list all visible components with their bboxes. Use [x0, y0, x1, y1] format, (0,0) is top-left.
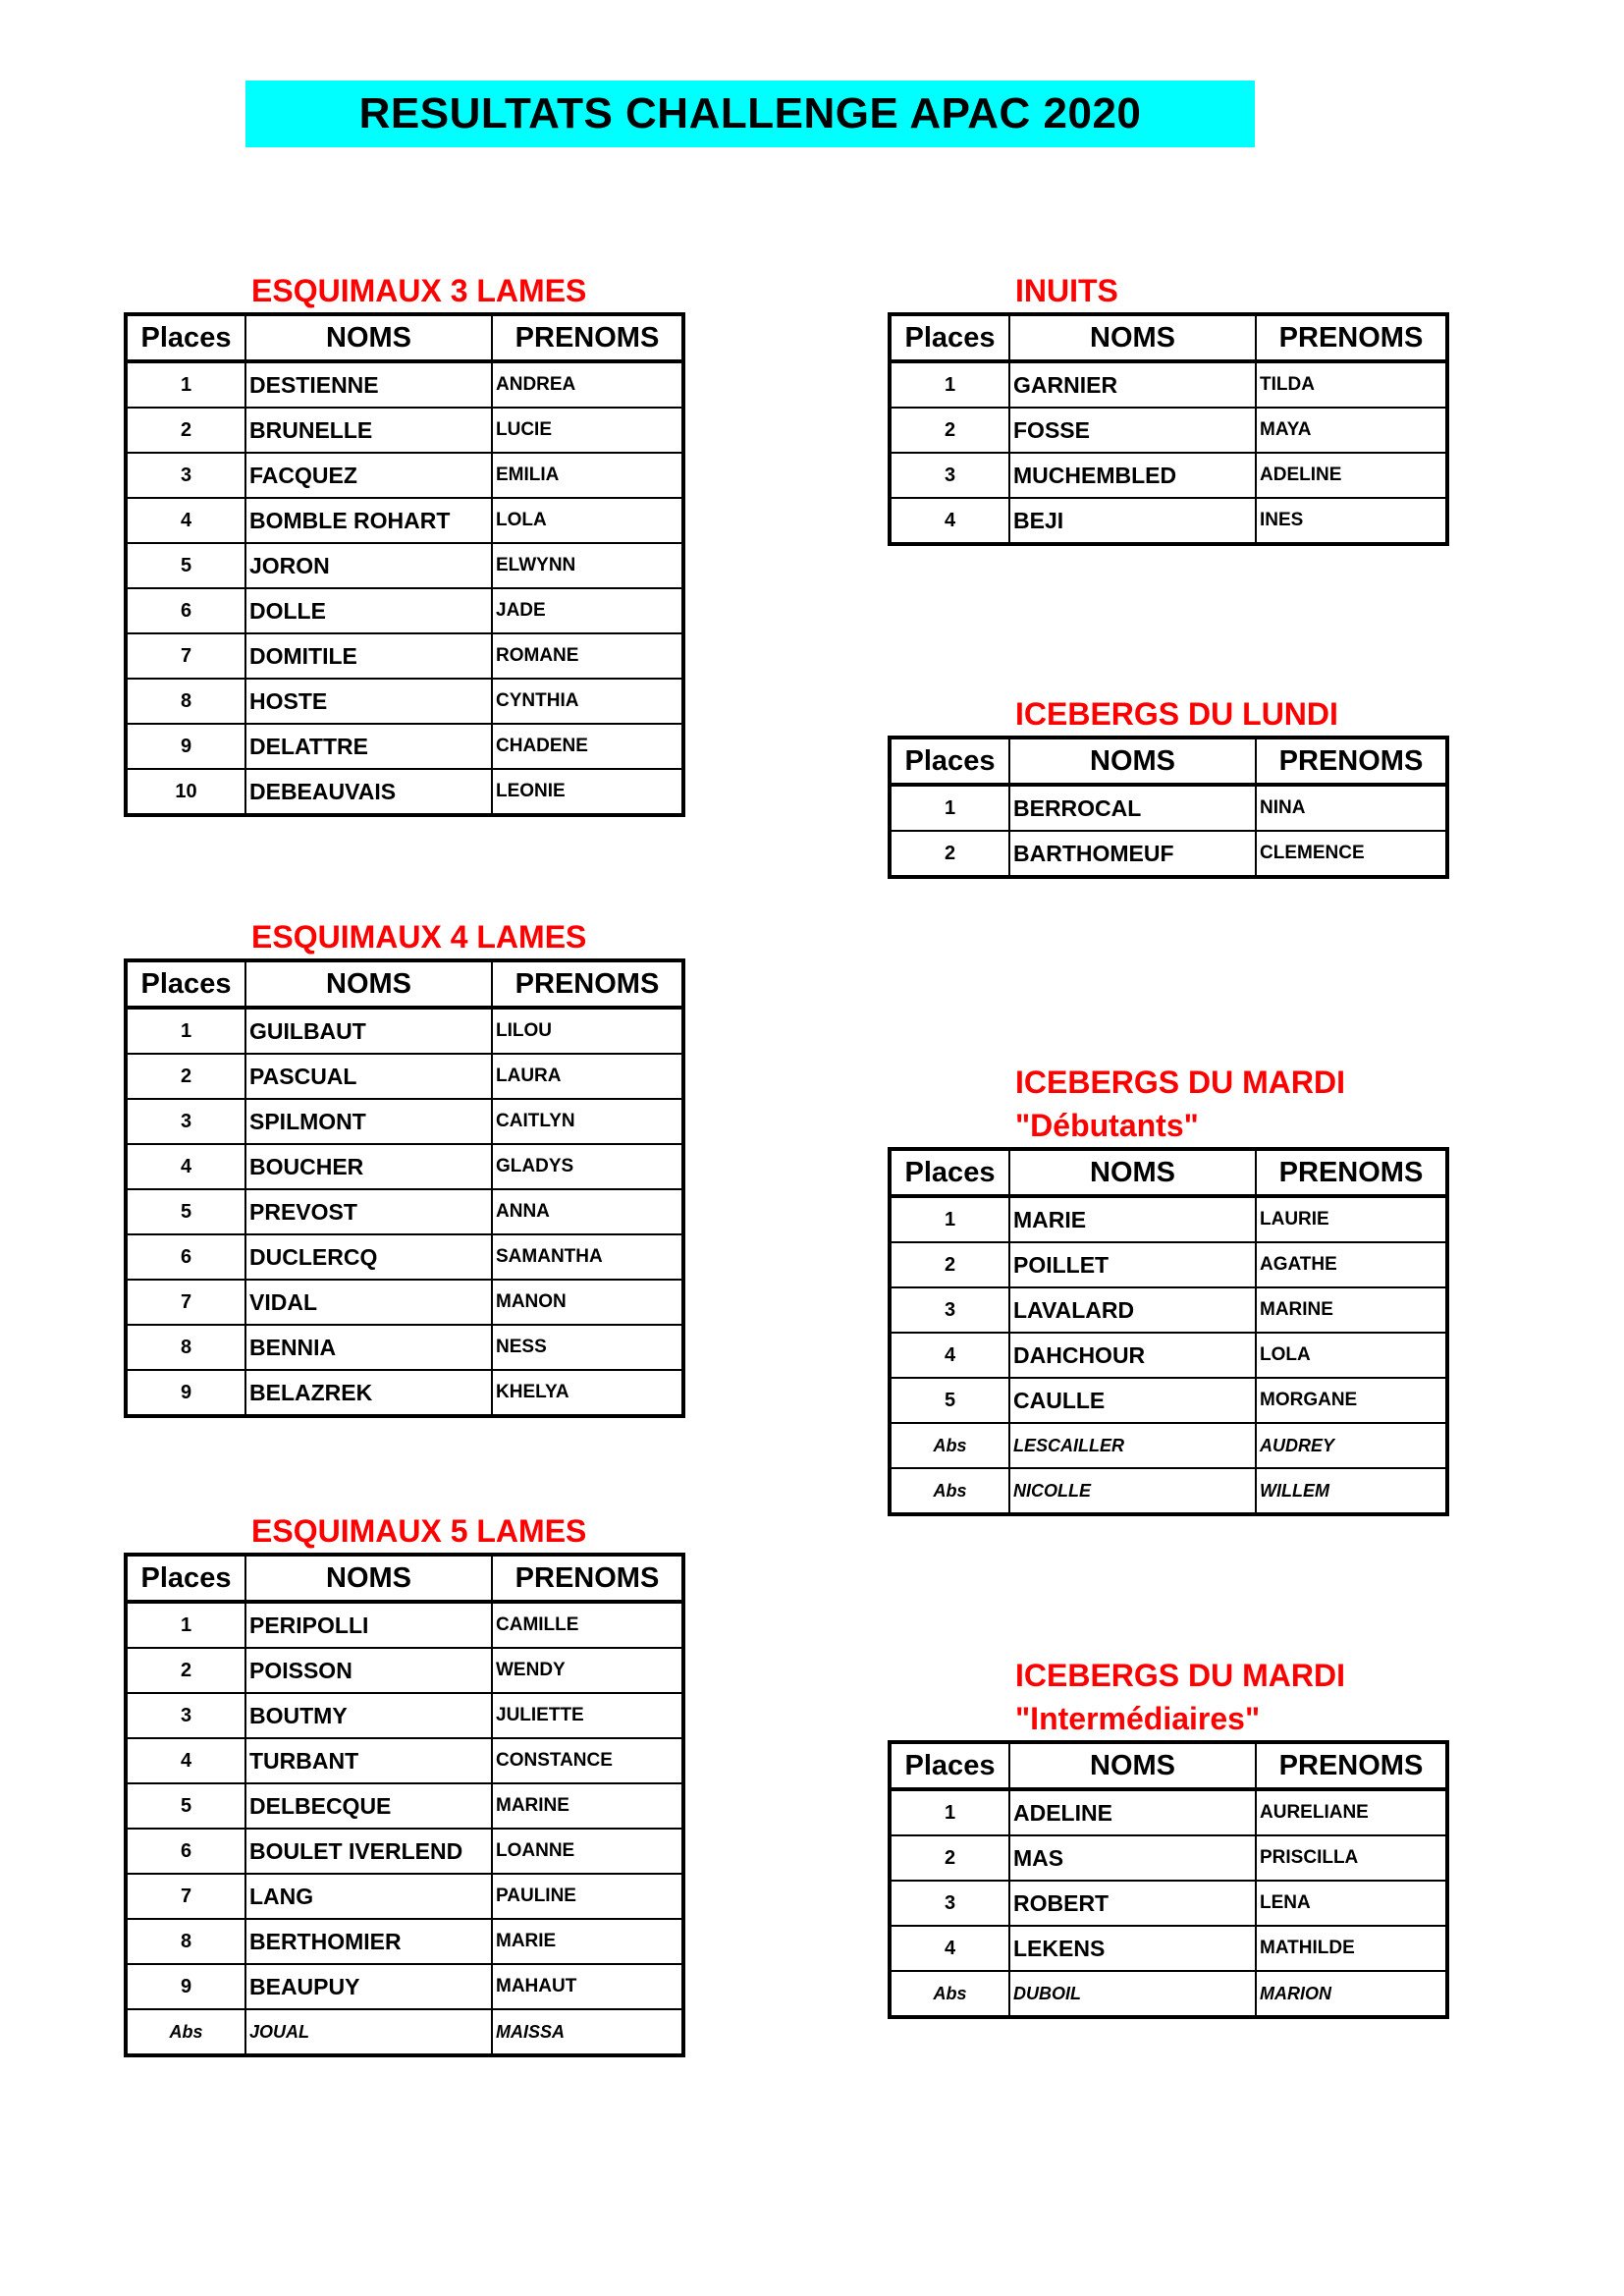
- table-row: [126, 1602, 683, 1648]
- cell-place: 2: [126, 1648, 245, 1693]
- table-row: [126, 1874, 683, 1919]
- cell-place: 1: [890, 361, 1009, 408]
- table-row: [126, 1099, 683, 1144]
- cell-place: 7: [126, 633, 245, 679]
- table-row: [890, 1926, 1447, 1971]
- table-row: [126, 1054, 683, 1099]
- header-places: Places: [126, 314, 245, 361]
- table-row: [126, 453, 683, 498]
- cell-place: 9: [126, 724, 245, 769]
- section-ice_mardi_deb: [888, 1061, 1449, 1516]
- cell-place: 1: [126, 1602, 245, 1648]
- cell-prenom: ADELINE: [1256, 453, 1447, 498]
- header-noms: NOMS: [1009, 314, 1256, 361]
- table-row: [890, 1835, 1447, 1881]
- section-title: ICEBERGS DU LUNDI: [1015, 696, 1338, 732]
- cell-place: 1: [890, 785, 1009, 831]
- results-table: [124, 1553, 685, 2057]
- table-row: [126, 1648, 683, 1693]
- cell-place: 1: [890, 1196, 1009, 1242]
- cell-place: 3: [890, 453, 1009, 498]
- table-row: [126, 1829, 683, 1874]
- cell-nom: JOUAL: [245, 2009, 492, 2055]
- cell-prenom: CONSTANCE: [492, 1738, 683, 1783]
- table-row: [126, 1370, 683, 1416]
- table-row: [126, 1234, 683, 1280]
- section-subtitle: "Débutants": [1015, 1108, 1199, 1143]
- cell-prenom: ELWYNN: [492, 543, 683, 588]
- cell-prenom: JULIETTE: [492, 1693, 683, 1738]
- cell-nom: BERTHOMIER: [245, 1919, 492, 1964]
- cell-place: 3: [890, 1287, 1009, 1333]
- cell-prenom: WILLEM: [1256, 1468, 1447, 1514]
- cell-place: 4: [126, 498, 245, 543]
- table-row: [126, 2009, 683, 2055]
- cell-nom: GUILBAUT: [245, 1008, 492, 1054]
- cell-nom: BOUCHER: [245, 1144, 492, 1189]
- cell-nom: HOSTE: [245, 679, 492, 724]
- table-row: [126, 679, 683, 724]
- header-noms: NOMS: [1009, 738, 1256, 785]
- cell-place: 3: [126, 1693, 245, 1738]
- title-banner: [245, 81, 1255, 147]
- results-table: [124, 312, 685, 817]
- table-row: [126, 1919, 683, 1964]
- section-title: ESQUIMAUX 3 LAMES: [251, 273, 587, 308]
- cell-prenom: LUCIE: [492, 408, 683, 453]
- cell-nom: DEBEAUVAIS: [245, 769, 492, 815]
- table-row: [890, 498, 1447, 544]
- cell-place: Abs: [890, 1971, 1009, 2017]
- header-noms: NOMS: [245, 960, 492, 1008]
- cell-nom: TURBANT: [245, 1738, 492, 1783]
- table-row: [890, 785, 1447, 831]
- header-prenoms: PRENOMS: [492, 314, 683, 361]
- header-prenoms: PRENOMS: [492, 1555, 683, 1602]
- cell-nom: BARTHOMEUF: [1009, 831, 1256, 877]
- cell-prenom: MORGANE: [1256, 1378, 1447, 1423]
- cell-prenom: AUDREY: [1256, 1423, 1447, 1468]
- table-row: [890, 361, 1447, 408]
- table-row: [890, 1881, 1447, 1926]
- cell-place: 2: [126, 408, 245, 453]
- cell-place: 1: [126, 361, 245, 408]
- cell-prenom: LOANNE: [492, 1829, 683, 1874]
- cell-prenom: EMILIA: [492, 453, 683, 498]
- cell-nom: PERIPOLLI: [245, 1602, 492, 1648]
- header-prenoms: PRENOMS: [1256, 314, 1447, 361]
- section-title: INUITS: [1015, 273, 1118, 308]
- cell-place: Abs: [126, 2009, 245, 2055]
- cell-place: 1: [126, 1008, 245, 1054]
- header-noms: NOMS: [245, 1555, 492, 1602]
- cell-prenom: PAULINE: [492, 1874, 683, 1919]
- table-row: [126, 543, 683, 588]
- cell-nom: ADELINE: [1009, 1789, 1256, 1835]
- results-table: [888, 312, 1449, 546]
- cell-place: 8: [126, 1919, 245, 1964]
- cell-nom: BEJI: [1009, 498, 1256, 544]
- cell-place: 10: [126, 769, 245, 815]
- table-row: [126, 1144, 683, 1189]
- cell-nom: LESCAILLER: [1009, 1423, 1256, 1468]
- cell-nom: FACQUEZ: [245, 453, 492, 498]
- cell-prenom: GLADYS: [492, 1144, 683, 1189]
- cell-nom: FOSSE: [1009, 408, 1256, 453]
- cell-nom: PASCUAL: [245, 1054, 492, 1099]
- cell-nom: MAS: [1009, 1835, 1256, 1881]
- table-row: [890, 1378, 1447, 1423]
- cell-place: 9: [126, 1964, 245, 2009]
- table-row: [126, 498, 683, 543]
- table-row: [890, 1789, 1447, 1835]
- results-table: [888, 1740, 1449, 2019]
- cell-nom: DELATTRE: [245, 724, 492, 769]
- cell-prenom: PRISCILLA: [1256, 1835, 1447, 1881]
- table-row: [890, 1333, 1447, 1378]
- cell-prenom: MARION: [1256, 1971, 1447, 2017]
- section-esq5: [124, 1509, 685, 2057]
- cell-nom: BERROCAL: [1009, 785, 1256, 831]
- table-row: [890, 1287, 1447, 1333]
- table-row: [126, 1738, 683, 1783]
- cell-nom: BOMBLE ROHART: [245, 498, 492, 543]
- section-ice_lundi: [888, 692, 1449, 879]
- table-row: [126, 588, 683, 633]
- cell-place: 3: [126, 453, 245, 498]
- cell-prenom: MAYA: [1256, 408, 1447, 453]
- cell-nom: DELBECQUE: [245, 1783, 492, 1829]
- section-title: ESQUIMAUX 4 LAMES: [251, 919, 587, 955]
- cell-place: Abs: [890, 1423, 1009, 1468]
- section-ice_mardi_int: [888, 1654, 1449, 2019]
- table-row: [890, 453, 1447, 498]
- cell-nom: CAULLE: [1009, 1378, 1256, 1423]
- section-esq3: [124, 269, 685, 817]
- section-title: ICEBERGS DU MARDI: [1015, 1065, 1346, 1100]
- cell-prenom: MAHAUT: [492, 1964, 683, 2009]
- cell-place: 4: [890, 1926, 1009, 1971]
- cell-place: 4: [890, 1333, 1009, 1378]
- header-prenoms: PRENOMS: [1256, 1742, 1447, 1789]
- cell-prenom: SAMANTHA: [492, 1234, 683, 1280]
- results-table: [124, 958, 685, 1418]
- section-title: ESQUIMAUX 5 LAMES: [251, 1513, 587, 1549]
- cell-nom: POISSON: [245, 1648, 492, 1693]
- cell-nom: ROBERT: [1009, 1881, 1256, 1926]
- cell-place: 8: [126, 679, 245, 724]
- cell-prenom: LAURA: [492, 1054, 683, 1099]
- cell-nom: DOLLE: [245, 588, 492, 633]
- table-row: [126, 724, 683, 769]
- header-places: Places: [890, 738, 1009, 785]
- cell-prenom: AURELIANE: [1256, 1789, 1447, 1835]
- cell-place: 5: [890, 1378, 1009, 1423]
- table-row: [126, 361, 683, 408]
- cell-prenom: LILOU: [492, 1008, 683, 1054]
- cell-nom: DESTIENNE: [245, 361, 492, 408]
- cell-prenom: ANNA: [492, 1189, 683, 1234]
- cell-prenom: AGATHE: [1256, 1242, 1447, 1287]
- cell-prenom: LAURIE: [1256, 1196, 1447, 1242]
- cell-nom: BEAUPUY: [245, 1964, 492, 2009]
- cell-nom: VIDAL: [245, 1280, 492, 1325]
- table-row: [890, 1242, 1447, 1287]
- cell-nom: NICOLLE: [1009, 1468, 1256, 1514]
- table-row: [890, 408, 1447, 453]
- header-places: Places: [890, 314, 1009, 361]
- cell-place: 5: [126, 543, 245, 588]
- cell-nom: GARNIER: [1009, 361, 1256, 408]
- section-inuits: [888, 269, 1449, 546]
- header-prenoms: PRENOMS: [492, 960, 683, 1008]
- cell-nom: MUCHEMBLED: [1009, 453, 1256, 498]
- cell-place: Abs: [890, 1468, 1009, 1514]
- cell-prenom: LEONIE: [492, 769, 683, 815]
- cell-place: 4: [890, 498, 1009, 544]
- section-subtitle: "Intermédiaires": [1015, 1701, 1261, 1736]
- table-row: [126, 769, 683, 815]
- header-places: Places: [126, 1555, 245, 1602]
- cell-prenom: CHADENE: [492, 724, 683, 769]
- cell-prenom: TILDA: [1256, 361, 1447, 408]
- table-row: [126, 408, 683, 453]
- cell-prenom: INES: [1256, 498, 1447, 544]
- cell-prenom: NINA: [1256, 785, 1447, 831]
- cell-prenom: LOLA: [492, 498, 683, 543]
- header-prenoms: PRENOMS: [1256, 1149, 1447, 1196]
- cell-place: 3: [890, 1881, 1009, 1926]
- cell-place: 3: [126, 1099, 245, 1144]
- cell-nom: DAHCHOUR: [1009, 1333, 1256, 1378]
- table-row: [126, 1964, 683, 2009]
- cell-nom: BRUNELLE: [245, 408, 492, 453]
- cell-place: 6: [126, 588, 245, 633]
- results-table: [888, 1147, 1449, 1516]
- table-row: [126, 1008, 683, 1054]
- results-table: [888, 736, 1449, 879]
- header-noms: NOMS: [1009, 1742, 1256, 1789]
- cell-place: 2: [890, 408, 1009, 453]
- cell-prenom: ANDREA: [492, 361, 683, 408]
- table-row: [890, 1971, 1447, 2017]
- table-row: [126, 633, 683, 679]
- cell-nom: MARIE: [1009, 1196, 1256, 1242]
- cell-nom: DUBOIL: [1009, 1971, 1256, 2017]
- cell-place: 5: [126, 1783, 245, 1829]
- cell-nom: BOUTMY: [245, 1693, 492, 1738]
- cell-nom: SPILMONT: [245, 1099, 492, 1144]
- cell-nom: LEKENS: [1009, 1926, 1256, 1971]
- table-row: [890, 831, 1447, 877]
- header-noms: NOMS: [245, 314, 492, 361]
- table-row: [126, 1325, 683, 1370]
- cell-place: 2: [890, 831, 1009, 877]
- table-row: [126, 1783, 683, 1829]
- cell-place: 6: [126, 1234, 245, 1280]
- header-noms: NOMS: [1009, 1149, 1256, 1196]
- cell-prenom: CYNTHIA: [492, 679, 683, 724]
- cell-prenom: CLEMENCE: [1256, 831, 1447, 877]
- cell-nom: LAVALARD: [1009, 1287, 1256, 1333]
- cell-nom: LANG: [245, 1874, 492, 1919]
- cell-place: 9: [126, 1370, 245, 1416]
- cell-prenom: MANON: [492, 1280, 683, 1325]
- section-esq4: [124, 915, 685, 1418]
- header-prenoms: PRENOMS: [1256, 738, 1447, 785]
- header-places: Places: [890, 1742, 1009, 1789]
- cell-prenom: LENA: [1256, 1881, 1447, 1926]
- cell-place: 8: [126, 1325, 245, 1370]
- cell-place: 4: [126, 1738, 245, 1783]
- cell-place: 2: [126, 1054, 245, 1099]
- cell-nom: BENNIA: [245, 1325, 492, 1370]
- cell-prenom: LOLA: [1256, 1333, 1447, 1378]
- cell-place: 2: [890, 1242, 1009, 1287]
- cell-place: 4: [126, 1144, 245, 1189]
- header-places: Places: [126, 960, 245, 1008]
- cell-nom: BOULET IVERLEND: [245, 1829, 492, 1874]
- cell-nom: PREVOST: [245, 1189, 492, 1234]
- cell-place: 1: [890, 1789, 1009, 1835]
- header-places: Places: [890, 1149, 1009, 1196]
- cell-prenom: MARINE: [492, 1783, 683, 1829]
- cell-place: 6: [126, 1829, 245, 1874]
- cell-prenom: JADE: [492, 588, 683, 633]
- page-title: RESULTATS CHALLENGE APAC 2020: [358, 89, 1142, 137]
- cell-prenom: WENDY: [492, 1648, 683, 1693]
- cell-prenom: MARIE: [492, 1919, 683, 1964]
- cell-nom: POILLET: [1009, 1242, 1256, 1287]
- table-row: [126, 1280, 683, 1325]
- cell-prenom: ROMANE: [492, 633, 683, 679]
- section-title: ICEBERGS DU MARDI: [1015, 1658, 1346, 1693]
- cell-prenom: NESS: [492, 1325, 683, 1370]
- table-row: [126, 1693, 683, 1738]
- cell-prenom: MATHILDE: [1256, 1926, 1447, 1971]
- table-row: [890, 1196, 1447, 1242]
- cell-nom: DOMITILE: [245, 633, 492, 679]
- cell-nom: DUCLERCQ: [245, 1234, 492, 1280]
- cell-place: 7: [126, 1874, 245, 1919]
- table-row: [890, 1468, 1447, 1514]
- cell-prenom: MAISSA: [492, 2009, 683, 2055]
- cell-prenom: MARINE: [1256, 1287, 1447, 1333]
- cell-place: 2: [890, 1835, 1009, 1881]
- cell-nom: BELAZREK: [245, 1370, 492, 1416]
- cell-place: 5: [126, 1189, 245, 1234]
- cell-prenom: KHELYA: [492, 1370, 683, 1416]
- table-row: [126, 1189, 683, 1234]
- cell-place: 7: [126, 1280, 245, 1325]
- cell-nom: JORON: [245, 543, 492, 588]
- cell-prenom: CAMILLE: [492, 1602, 683, 1648]
- table-row: [890, 1423, 1447, 1468]
- cell-prenom: CAITLYN: [492, 1099, 683, 1144]
